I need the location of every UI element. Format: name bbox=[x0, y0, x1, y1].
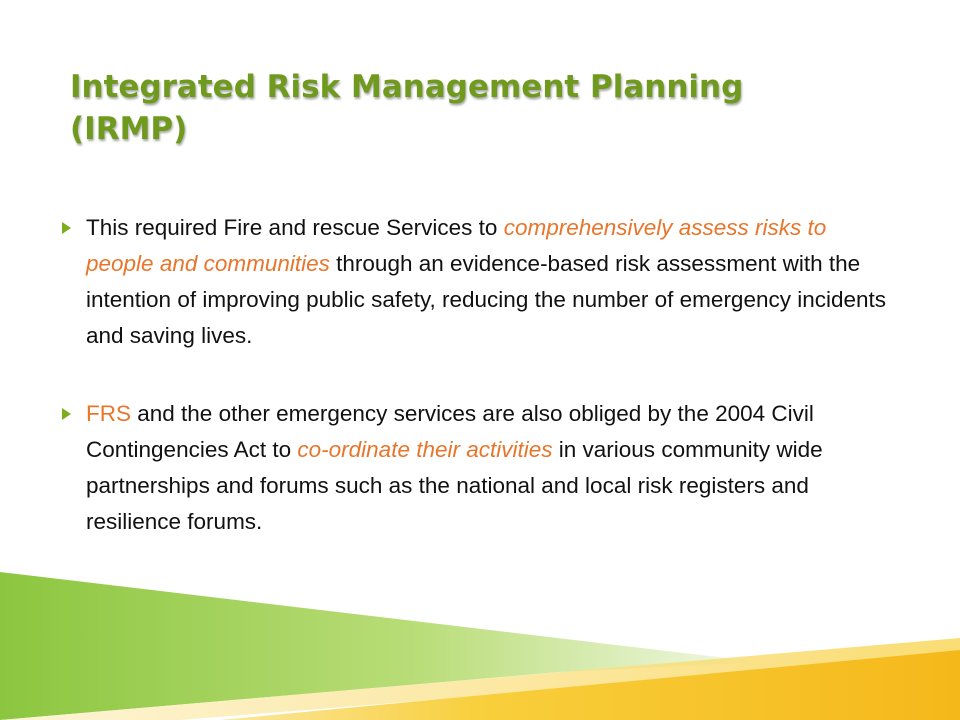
slide-title-line: (IRMP) bbox=[70, 111, 188, 147]
bullet-list bbox=[62, 210, 892, 540]
slide-title bbox=[70, 66, 890, 150]
bullet-item bbox=[62, 396, 892, 540]
bullet-highlight-segment: comprehensively assess risks to people and communities bbox=[86, 215, 827, 276]
bullet-item bbox=[62, 210, 892, 354]
bullet-text-segment: in various community wide partnerships and forums such as the national and local risk registers and resilience forums. bbox=[86, 437, 823, 534]
bullet-highlight-segment: co-ordinate their activities bbox=[297, 437, 553, 462]
bullet-text-segment: This required Fire and rescue Services to bbox=[86, 215, 504, 240]
triangle-right-icon bbox=[62, 222, 71, 234]
slide-title-line: Integrated Risk Management Planning bbox=[70, 69, 744, 105]
bullet-text-segment: through an evidence-based risk assessment with the intention of improving public safety, reducing the number of emergency incidents and saving lives. bbox=[86, 251, 887, 348]
bullet-text-segment: and the other emergency services are also obliged by the 2004 Civil Contingencies Act to bbox=[86, 401, 814, 462]
triangle-right-icon bbox=[62, 408, 71, 420]
footer-decoration bbox=[0, 560, 960, 720]
bullet-highlight-segment: FRS bbox=[86, 401, 131, 426]
